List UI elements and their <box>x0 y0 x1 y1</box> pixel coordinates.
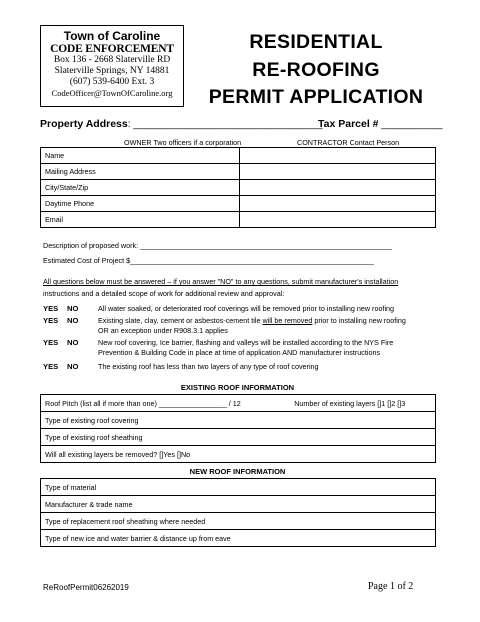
q2-text <box>98 316 443 335</box>
owner-header: OWNER Two officers if a corporation <box>124 138 242 147</box>
table-row <box>41 196 436 212</box>
q1-yes[interactable]: YES <box>43 304 59 313</box>
q2-text-b: prior to installing new roofing <box>312 316 406 325</box>
form-id: ReRoofPermit06262019 <box>43 583 129 592</box>
existing-sheathing-field[interactable]: Type of existing roof sheathing <box>41 429 436 446</box>
cost-row <box>43 256 374 265</box>
page-number: Page 1 of 2 <box>368 581 414 592</box>
q2-yes[interactable]: YES <box>43 316 59 325</box>
mailing-owner-field[interactable]: Mailing Address <box>41 164 240 180</box>
property-address-row <box>40 118 322 130</box>
table-row <box>41 446 436 463</box>
q3-text <box>98 338 443 357</box>
table-row <box>41 212 436 228</box>
description-row <box>43 241 392 250</box>
title-line-1: RESIDENTIAL <box>249 31 383 53</box>
city-owner-field[interactable]: City/State/Zip <box>41 180 240 196</box>
table-row <box>41 164 436 180</box>
table-row <box>41 395 436 412</box>
contractor-header: CONTRACTOR Contact Person <box>297 138 400 147</box>
title-line-3: PERMIT APPLICATION <box>208 86 424 108</box>
office-address-box <box>40 25 184 107</box>
existing-roof-table <box>40 394 436 463</box>
title-line-2: RE-ROOFING <box>252 59 380 81</box>
city-contractor-field[interactable] <box>239 180 435 196</box>
existing-roof-heading: EXISTING ROOF INFORMATION <box>180 383 295 392</box>
contact-table <box>40 147 436 228</box>
name-owner-field[interactable]: Name <box>41 148 240 164</box>
q3-text-a: New roof covering, Ice barrier, flashing and valleys will be installed according to the NYS Fire <box>98 338 394 347</box>
q4-no[interactable]: NO <box>67 362 79 371</box>
phone: (607) 539-6400 Ext. 3 <box>69 77 155 87</box>
q3-no[interactable]: NO <box>67 338 79 347</box>
q3-yes[interactable]: YES <box>43 338 59 347</box>
cost-label: Estimated Cost of Project $ <box>43 256 131 265</box>
new-roof-table <box>40 478 436 547</box>
table-row <box>41 513 436 530</box>
tax-parcel-field[interactable]: ___________ <box>381 119 443 130</box>
q1-no[interactable]: NO <box>67 304 79 313</box>
email: CodeOfficer@TownOfCaroline.org <box>51 88 173 98</box>
phone-owner-field[interactable]: Daytime Phone <box>41 196 240 212</box>
q2-no[interactable]: NO <box>67 316 79 325</box>
table-row <box>41 148 436 164</box>
ice-barrier-field[interactable]: Type of new ice and water barrier & distance up from eave <box>41 530 436 547</box>
table-row <box>41 180 436 196</box>
cost-field[interactable]: _____________________________________________________________ <box>130 256 374 265</box>
description-field[interactable]: _______________________________________________________________ <box>140 241 392 250</box>
q2-text-underlined: will be removed <box>262 316 313 325</box>
table-row <box>41 496 436 513</box>
replacement-sheathing-field[interactable]: Type of replacement roof sheathing where needed <box>41 513 436 530</box>
department-name: CODE ENFORCEMENT <box>50 43 174 55</box>
intro-line-2: instructions and a detailed scope of work for additional review and approval: <box>43 289 285 298</box>
town-name: Town of Caroline <box>63 29 161 43</box>
layers-removed-field[interactable]: Will all existing layers be removed? []Yes []No <box>41 446 436 463</box>
material-field[interactable]: Type of material <box>41 479 436 496</box>
property-address-colon: : <box>127 119 131 130</box>
table-row <box>41 412 436 429</box>
intro-line-1: All questions below must be answered – if you answer "NO" to any questions, submit manufacturer's installation <box>43 277 399 286</box>
address-line-1: Box 136 - 2668 Slaterville RD <box>53 55 171 65</box>
email-contractor-field[interactable] <box>239 212 435 228</box>
q4-yes[interactable]: YES <box>43 362 59 371</box>
table-row <box>41 479 436 496</box>
q1-text: All water soaked, or deteriorated roof coverings will be removed prior to installing new roofing <box>98 304 395 313</box>
tax-parcel-label: Tax Parcel # <box>318 118 379 130</box>
q2-text-c: OR an exception under R908.3.1 applies <box>98 325 228 335</box>
name-contractor-field[interactable] <box>239 148 435 164</box>
property-address-field[interactable]: __________________________________ <box>133 119 323 130</box>
mailing-contractor-field[interactable] <box>239 164 435 180</box>
q3-text-b: Prevention & Building Code in place at time of application AND manufacturer instructions <box>98 347 381 357</box>
property-address-label: Property Address <box>40 118 128 130</box>
address-line-2: Slaterville Springs, NY 14881 <box>54 66 170 76</box>
q2-text-a: Existing slate, clay, cement or asbestos-cement tile <box>98 316 263 325</box>
q4-text: The existing roof has less than two layers of any type of roof covering <box>98 362 319 371</box>
table-row <box>41 530 436 547</box>
phone-contractor-field[interactable] <box>239 196 435 212</box>
description-label: Description of proposed work: <box>43 241 139 250</box>
new-roof-heading: NEW ROOF INFORMATION <box>189 467 286 476</box>
existing-covering-field[interactable]: Type of existing roof covering <box>41 412 436 429</box>
tax-parcel-row <box>318 118 442 130</box>
roof-pitch-field[interactable]: Roof Pitch (list all if more than one) _________________ / 12 <box>41 395 295 412</box>
existing-layers-field[interactable]: Number of existing layers []1 []2 []3 <box>294 395 435 412</box>
questions-intro <box>43 276 443 300</box>
table-row <box>41 429 436 446</box>
manufacturer-field[interactable]: Manufacturer & trade name <box>41 496 436 513</box>
email-owner-field[interactable]: Email <box>41 212 240 228</box>
